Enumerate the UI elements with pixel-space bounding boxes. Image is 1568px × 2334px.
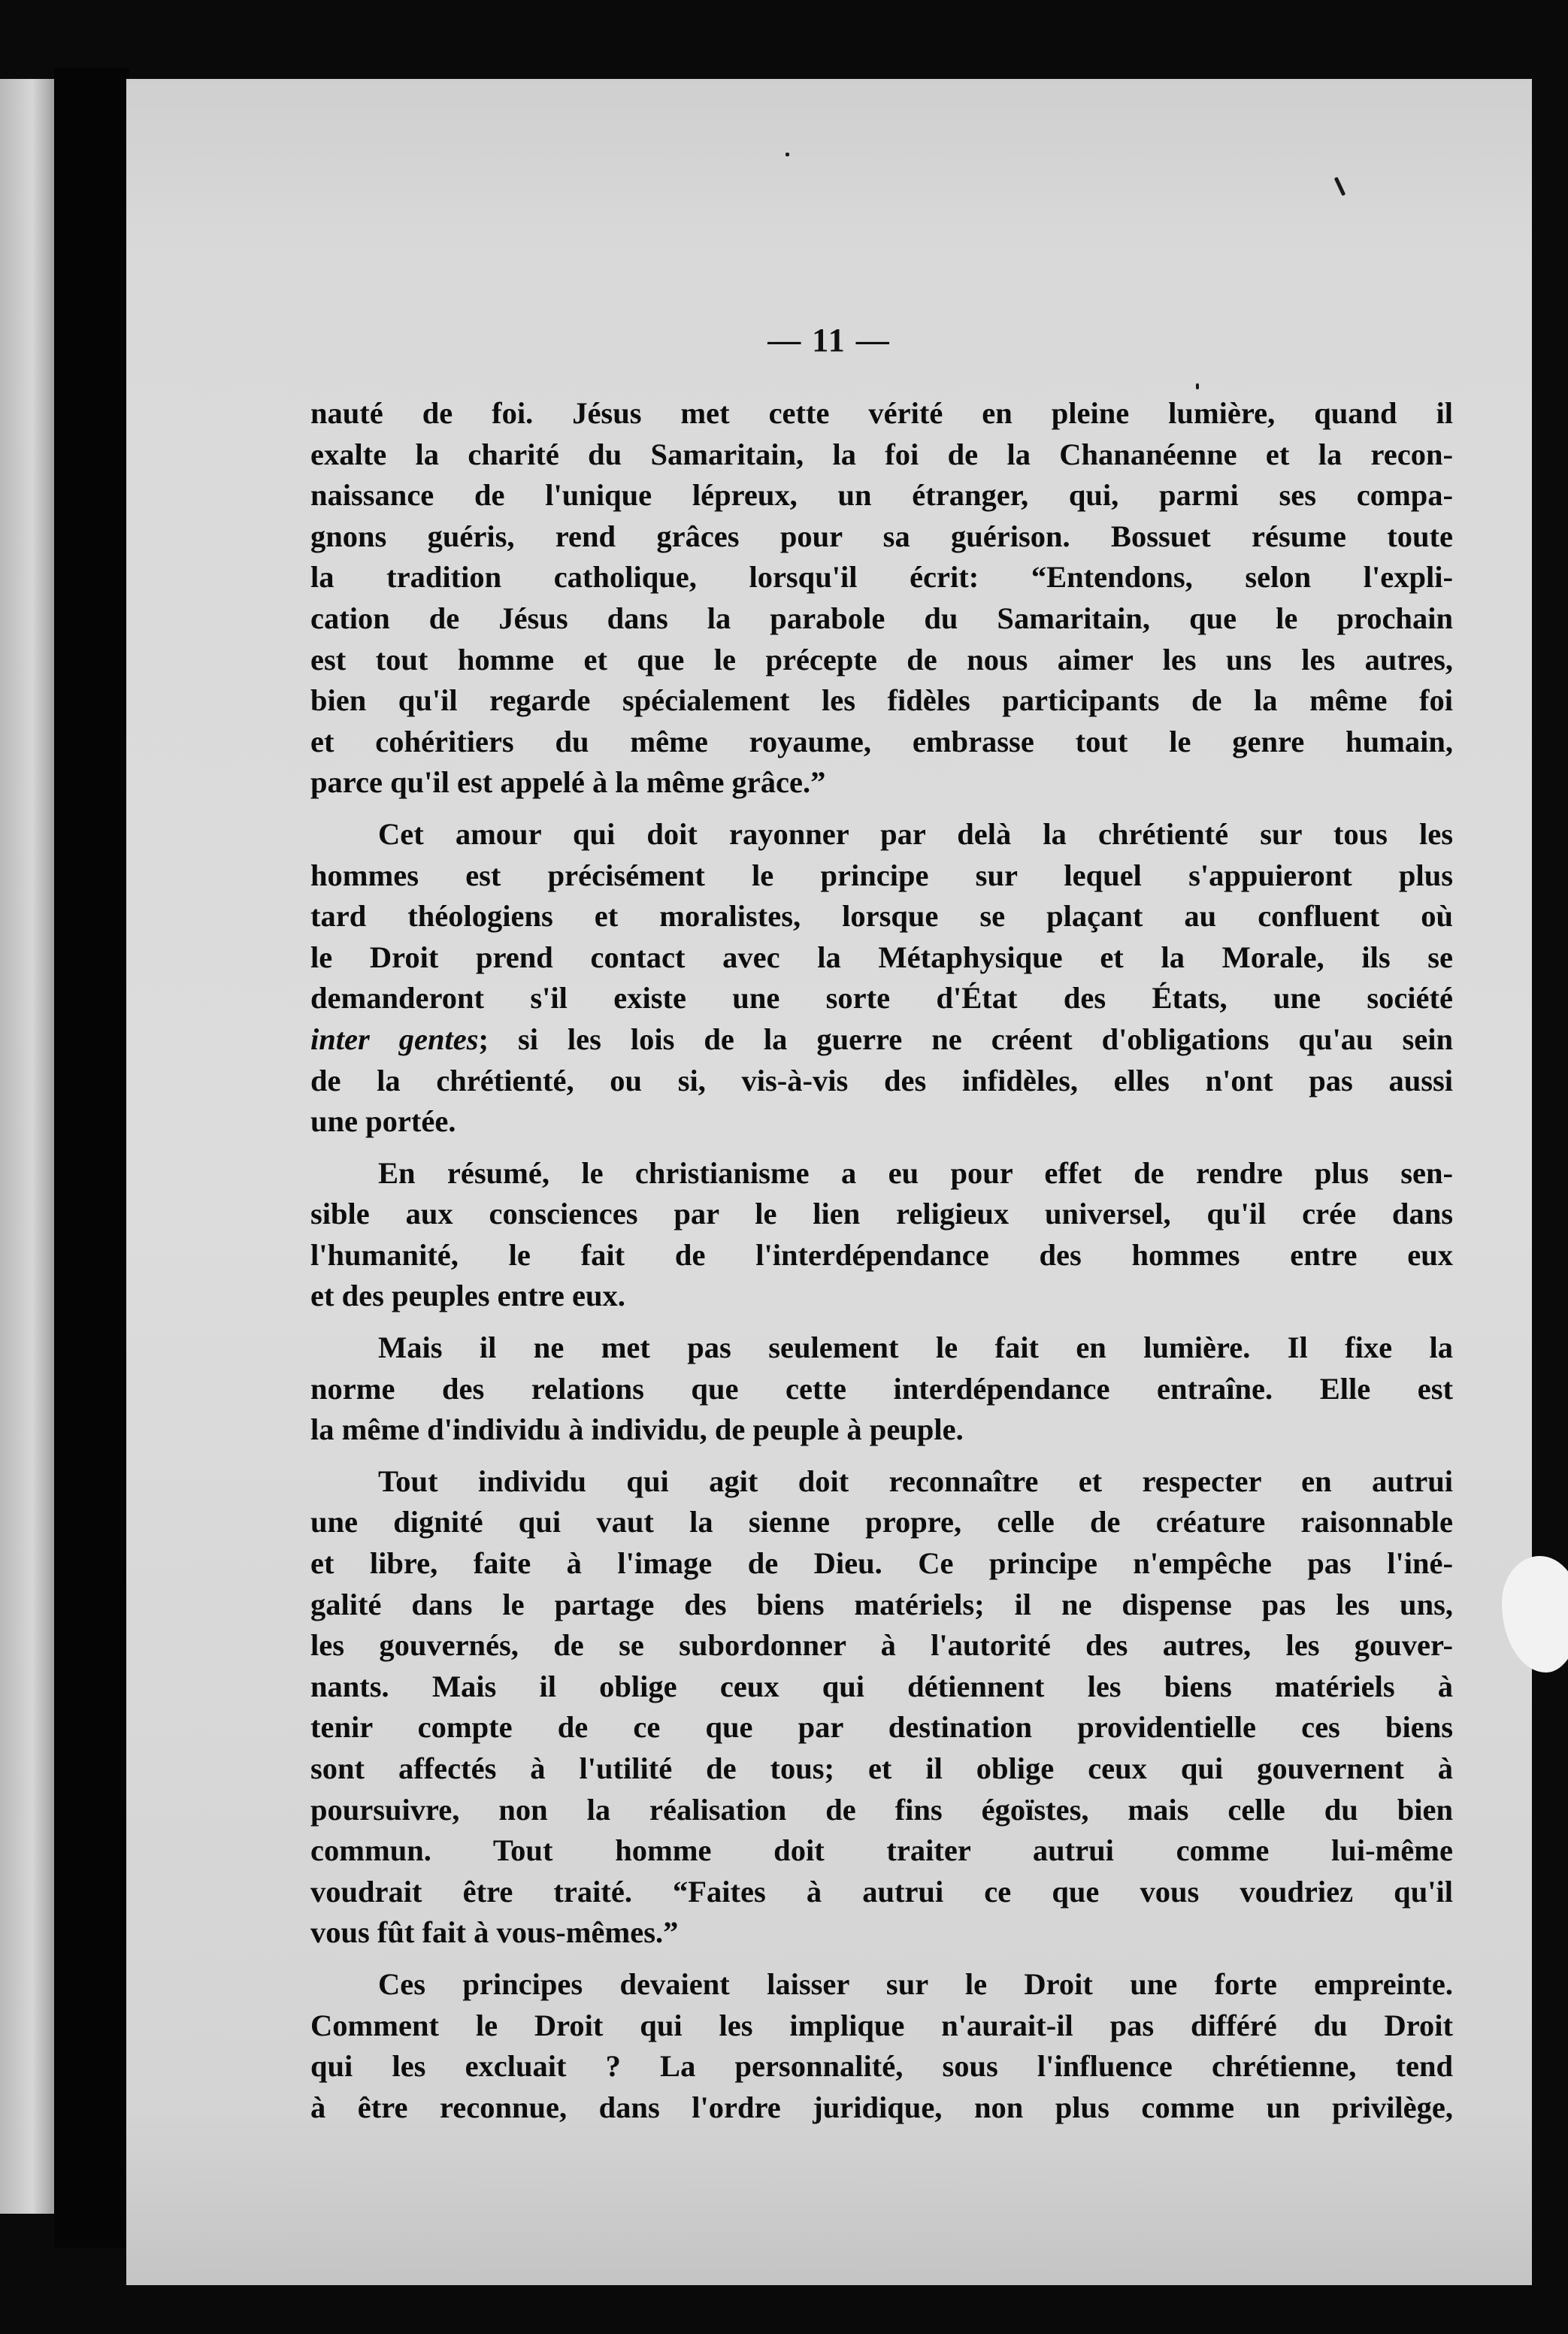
line-text: norme des relations que cette interdépendance entraîne. Elle est: [310, 1371, 1453, 1406]
text-line: [310, 1061, 1453, 1102]
line-text: une dignité qui vaut la sienne propre, celle de créature raisonnable: [310, 1505, 1453, 1539]
line-text: la même d'individu à individu, de peuple à peuple.: [310, 1412, 964, 1447]
text-line: [310, 1585, 1453, 1626]
paper-stain: [1502, 1556, 1568, 1673]
text-line: [310, 1790, 1453, 1831]
line-text: qui les excluait ? La personnalité, sous l'influence chrétienne, tend: [310, 2049, 1453, 2084]
text-line: [310, 1194, 1453, 1235]
line-text: sont affectés à l'utilité de tous; et il oblige ceux qui gouvernent à: [310, 1751, 1453, 1785]
text-line: [310, 680, 1453, 722]
text-line: [310, 516, 1453, 558]
line-text: Mais il ne met pas seulement le fait en lumière. Il fixe la: [378, 1330, 1453, 1365]
text-line: [310, 896, 1453, 937]
line-text: l'humanité, le fait de l'interdépendance des hommes entre eux: [310, 1237, 1453, 1272]
text-line: [310, 762, 1453, 804]
line-text: les gouvernés, de se subordonner à l'autorité des autres, les gouver-: [310, 1628, 1453, 1663]
text-line: [310, 1153, 1453, 1194]
page-number: — 11 —: [767, 322, 891, 359]
line-text: et cohéritiers du même royaume, embrasse tout le genre humain,: [310, 724, 1453, 758]
binding-gutter: [54, 68, 129, 2248]
italic-phrase: inter gentes: [310, 1022, 479, 1056]
line-text: poursuivre, non la réalisation de fins égoïstes, mais celle du bien: [310, 1792, 1453, 1827]
book-page: [126, 79, 1532, 2285]
line-text: parce qu'il est appelé à la même grâce.”: [310, 765, 826, 800]
text-line: [310, 1409, 1453, 1451]
line-text: Tout individu qui agit doit reconnaître et respecter en autrui: [378, 1464, 1453, 1498]
line-text: la tradition catholique, lorsqu'il écrit: “Entendons, selon l'expli-: [310, 560, 1453, 595]
line-text: sible aux consciences par le lien religieux universel, qu'il crée dans: [310, 1197, 1453, 1231]
text-line: [310, 640, 1453, 681]
text-line: [310, 814, 1453, 855]
line-text: Comment le Droit qui les implique n'aurait-il pas différé du Droit: [310, 2008, 1453, 2042]
line-text: nants. Mais il oblige ceux qui détiennent les biens matériels à: [310, 1669, 1453, 1703]
line-text: bien qu'il regarde spécialement les fidèles participants de la même foi: [310, 683, 1453, 718]
text-line: [310, 393, 1453, 434]
text-line: [310, 1964, 1453, 2006]
body-text: [310, 393, 1453, 2128]
line-text: ; si les lois de la guerre ne créent d'obligations qu'au sein: [478, 1022, 1453, 1056]
line-text: exalte la charité du Samaritain, la foi de la Chananéenne et la recon-: [310, 437, 1453, 471]
line-text: nauté de foi. Jésus met cette vérité en pleine lumière, quand il: [310, 396, 1453, 430]
line-text: et des peuples entre eux.: [310, 1279, 625, 1313]
text-line: [310, 1276, 1453, 1317]
line-text: galité dans le partage des biens matériels; il ne dispense pas les uns,: [310, 1587, 1453, 1621]
line-text: le Droit prend contact avec la Métaphysique et la Morale, ils se: [310, 940, 1453, 974]
line-text: Ces principes devaient laisser sur le Droit une forte empreinte.: [378, 1966, 1453, 2001]
line-text: cation de Jésus dans la parabole du Samaritain, que le prochain: [310, 601, 1453, 635]
text-line: [310, 1543, 1453, 1585]
line-text: gnons guéris, rend grâces pour sa guérison. Bossuet résume toute: [310, 519, 1453, 553]
text-line: [310, 1748, 1453, 1790]
text-line: [310, 1625, 1453, 1666]
scan-mark: [786, 153, 789, 156]
line-text: à être reconnue, dans l'ordre juridique, non plus comme un privilège,: [310, 2090, 1453, 2124]
line-text: naissance de l'unique lépreux, un étranger, qui, parmi ses compa-: [310, 478, 1453, 513]
text-line: [310, 1502, 1453, 1543]
text-line: [310, 937, 1453, 979]
line-text: commun. Tout homme doit traiter autrui comme lui-même: [310, 1833, 1453, 1868]
line-text: tenir compte de ce que par destination providentielle ces biens: [310, 1710, 1453, 1745]
line-text: est tout homme et que le précepte de nous aimer les uns les autres,: [310, 642, 1453, 677]
text-line: [310, 978, 1453, 1019]
scan-mark: [1334, 177, 1346, 196]
text-line: [310, 1327, 1453, 1369]
text-line: [310, 855, 1453, 897]
text-line: [310, 1666, 1453, 1708]
line-text: Cet amour qui doit rayonner par delà la chrétienté sur tous les: [378, 816, 1453, 851]
line-text: voudrait être traité. “Faites à autrui ce que vous voudriez qu'il: [310, 1874, 1453, 1909]
text-line: [310, 2046, 1453, 2087]
line-text: et libre, faite à l'image de Dieu. Ce principe n'empêche pas l'iné-: [310, 1546, 1453, 1581]
text-line: [310, 557, 1453, 598]
text-line: [310, 434, 1453, 476]
line-text: tard théologiens et moralistes, lorsque se plaçant au confluent où: [310, 899, 1453, 934]
text-line: [310, 2006, 1453, 2047]
text-line: [310, 722, 1453, 763]
line-text: demanderont s'il existe une sorte d'État des États, une société: [310, 981, 1453, 1016]
text-line: [310, 1912, 1453, 1954]
line-text: vous fût fait à vous-mêmes.”: [310, 1915, 679, 1950]
text-line: [310, 475, 1453, 516]
line-text: En résumé, le christianisme a eu pour effet de rendre plus sen-: [378, 1155, 1453, 1190]
text-line: [310, 1235, 1453, 1276]
line-text: de la chrétienté, ou si, vis-à-vis des infidèles, elles n'ont pas aussi: [310, 1063, 1453, 1097]
text-line: [310, 1101, 1453, 1143]
text-line: [310, 1019, 1453, 1061]
left-page-edge: [0, 79, 54, 2214]
text-line: [310, 1830, 1453, 1872]
text-line: [310, 598, 1453, 640]
line-text: hommes est précisément le principe sur lequel s'appuieront plus: [310, 858, 1453, 892]
text-line: [310, 1707, 1453, 1748]
text-line: [310, 2087, 1453, 2129]
text-line: [310, 1369, 1453, 1410]
line-text: une portée.: [310, 1104, 456, 1139]
text-line: [310, 1461, 1453, 1503]
scan-mark: [1196, 383, 1199, 389]
text-line: [310, 1872, 1453, 1913]
